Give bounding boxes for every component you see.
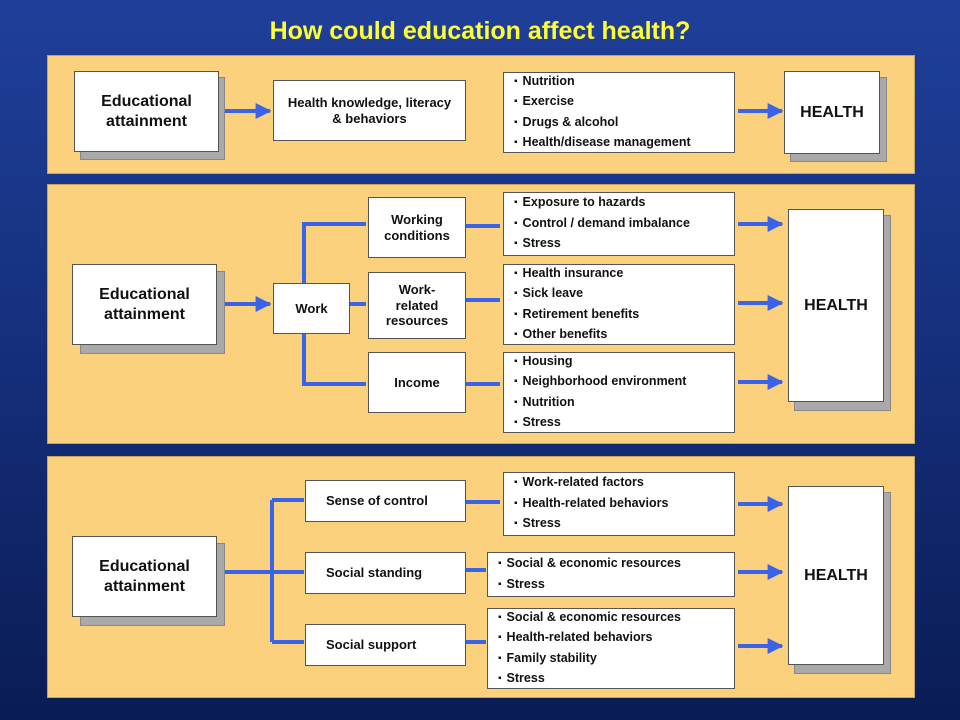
list-item: ▪ Stress: [514, 514, 734, 535]
hub-work: [273, 283, 350, 334]
source-educational-attainment: [72, 536, 217, 617]
list-item: ▪ Health-related behaviors: [514, 494, 734, 515]
line-work-branch-bottom: [304, 330, 366, 384]
list-item: ▪ Sick leave: [514, 284, 734, 305]
list-item: ▪ Retirement benefits: [514, 305, 734, 326]
outcome-label: HEALTH: [804, 566, 868, 584]
pathway-list-income: [503, 352, 735, 433]
list-item: ▪ Stress: [514, 234, 734, 255]
list-item: ▪ Stress: [514, 413, 734, 434]
list-item: ▪ Drugs & alcohol: [514, 113, 734, 134]
list-item: ▪ Social & economic resources: [498, 554, 734, 575]
page-title: How could education affect health?: [269, 17, 691, 45]
branch-working-conditions: [368, 197, 466, 258]
branch-label: Social standing: [326, 565, 423, 581]
branch-social-standing: [305, 552, 466, 594]
list-item: ▪ Stress: [498, 575, 734, 596]
list-item: ▪ Control / demand imbalance: [514, 214, 734, 235]
branch-sense-of-control: [305, 480, 466, 522]
branch-label: Social support: [326, 637, 417, 653]
branch-label: Sense of control: [326, 493, 428, 509]
branch-label: Work- related resources: [385, 282, 449, 329]
list-item: ▪ Health/disease management: [514, 133, 734, 154]
pathway-list-social-support: [487, 608, 735, 689]
pathway-list-work-resources: [503, 264, 735, 345]
list-item: ▪ Stress: [498, 669, 734, 690]
branch-label: Income: [394, 374, 440, 390]
list-item: ▪ Work-related factors: [514, 473, 734, 494]
pathway-list-knowledge: [503, 72, 735, 153]
outcome-label: HEALTH: [800, 103, 864, 121]
list-item: ▪ Exercise: [514, 92, 734, 113]
list-item: ▪ Social & economic resources: [498, 608, 734, 629]
outcome-label: HEALTH: [804, 296, 868, 314]
list-item: ▪ Nutrition: [514, 393, 734, 414]
outcome-health: [788, 486, 884, 665]
source-educational-attainment: [72, 264, 217, 345]
list-item: ▪ Nutrition: [514, 72, 734, 93]
list-item: ▪ Other benefits: [514, 325, 734, 346]
list-item: ▪ Family stability: [498, 649, 734, 670]
mediator-health-knowledge: [273, 80, 466, 141]
source-label: Educational attainment: [101, 93, 192, 130]
list-item: ▪ Exposure to hazards: [514, 193, 734, 214]
mediator-label: Health knowledge, literacy & behaviors: [287, 94, 452, 126]
outcome-health: [784, 71, 880, 154]
source-label: Educational attainment: [99, 558, 190, 595]
source-label: Educational attainment: [99, 286, 190, 323]
line-work-branch-top: [304, 224, 366, 284]
branch-label: Working conditions: [384, 211, 450, 243]
list-item: ▪ Neighborhood environment: [514, 372, 734, 393]
list-item: ▪ Health-related behaviors: [498, 628, 734, 649]
branch-income: [368, 352, 466, 413]
pathway-list-sense-of-control: [503, 472, 735, 536]
hub-label: Work: [295, 300, 328, 316]
pathway-list-social-standing: [487, 552, 735, 597]
list-item: ▪ Health insurance: [514, 264, 734, 285]
branch-social-support: [305, 624, 466, 666]
outcome-health: [788, 209, 884, 402]
source-educational-attainment: [74, 71, 219, 152]
branch-work-related-resources: [368, 272, 466, 339]
pathway-list-working-conditions: [503, 192, 735, 256]
list-item: ▪ Housing: [514, 352, 734, 373]
